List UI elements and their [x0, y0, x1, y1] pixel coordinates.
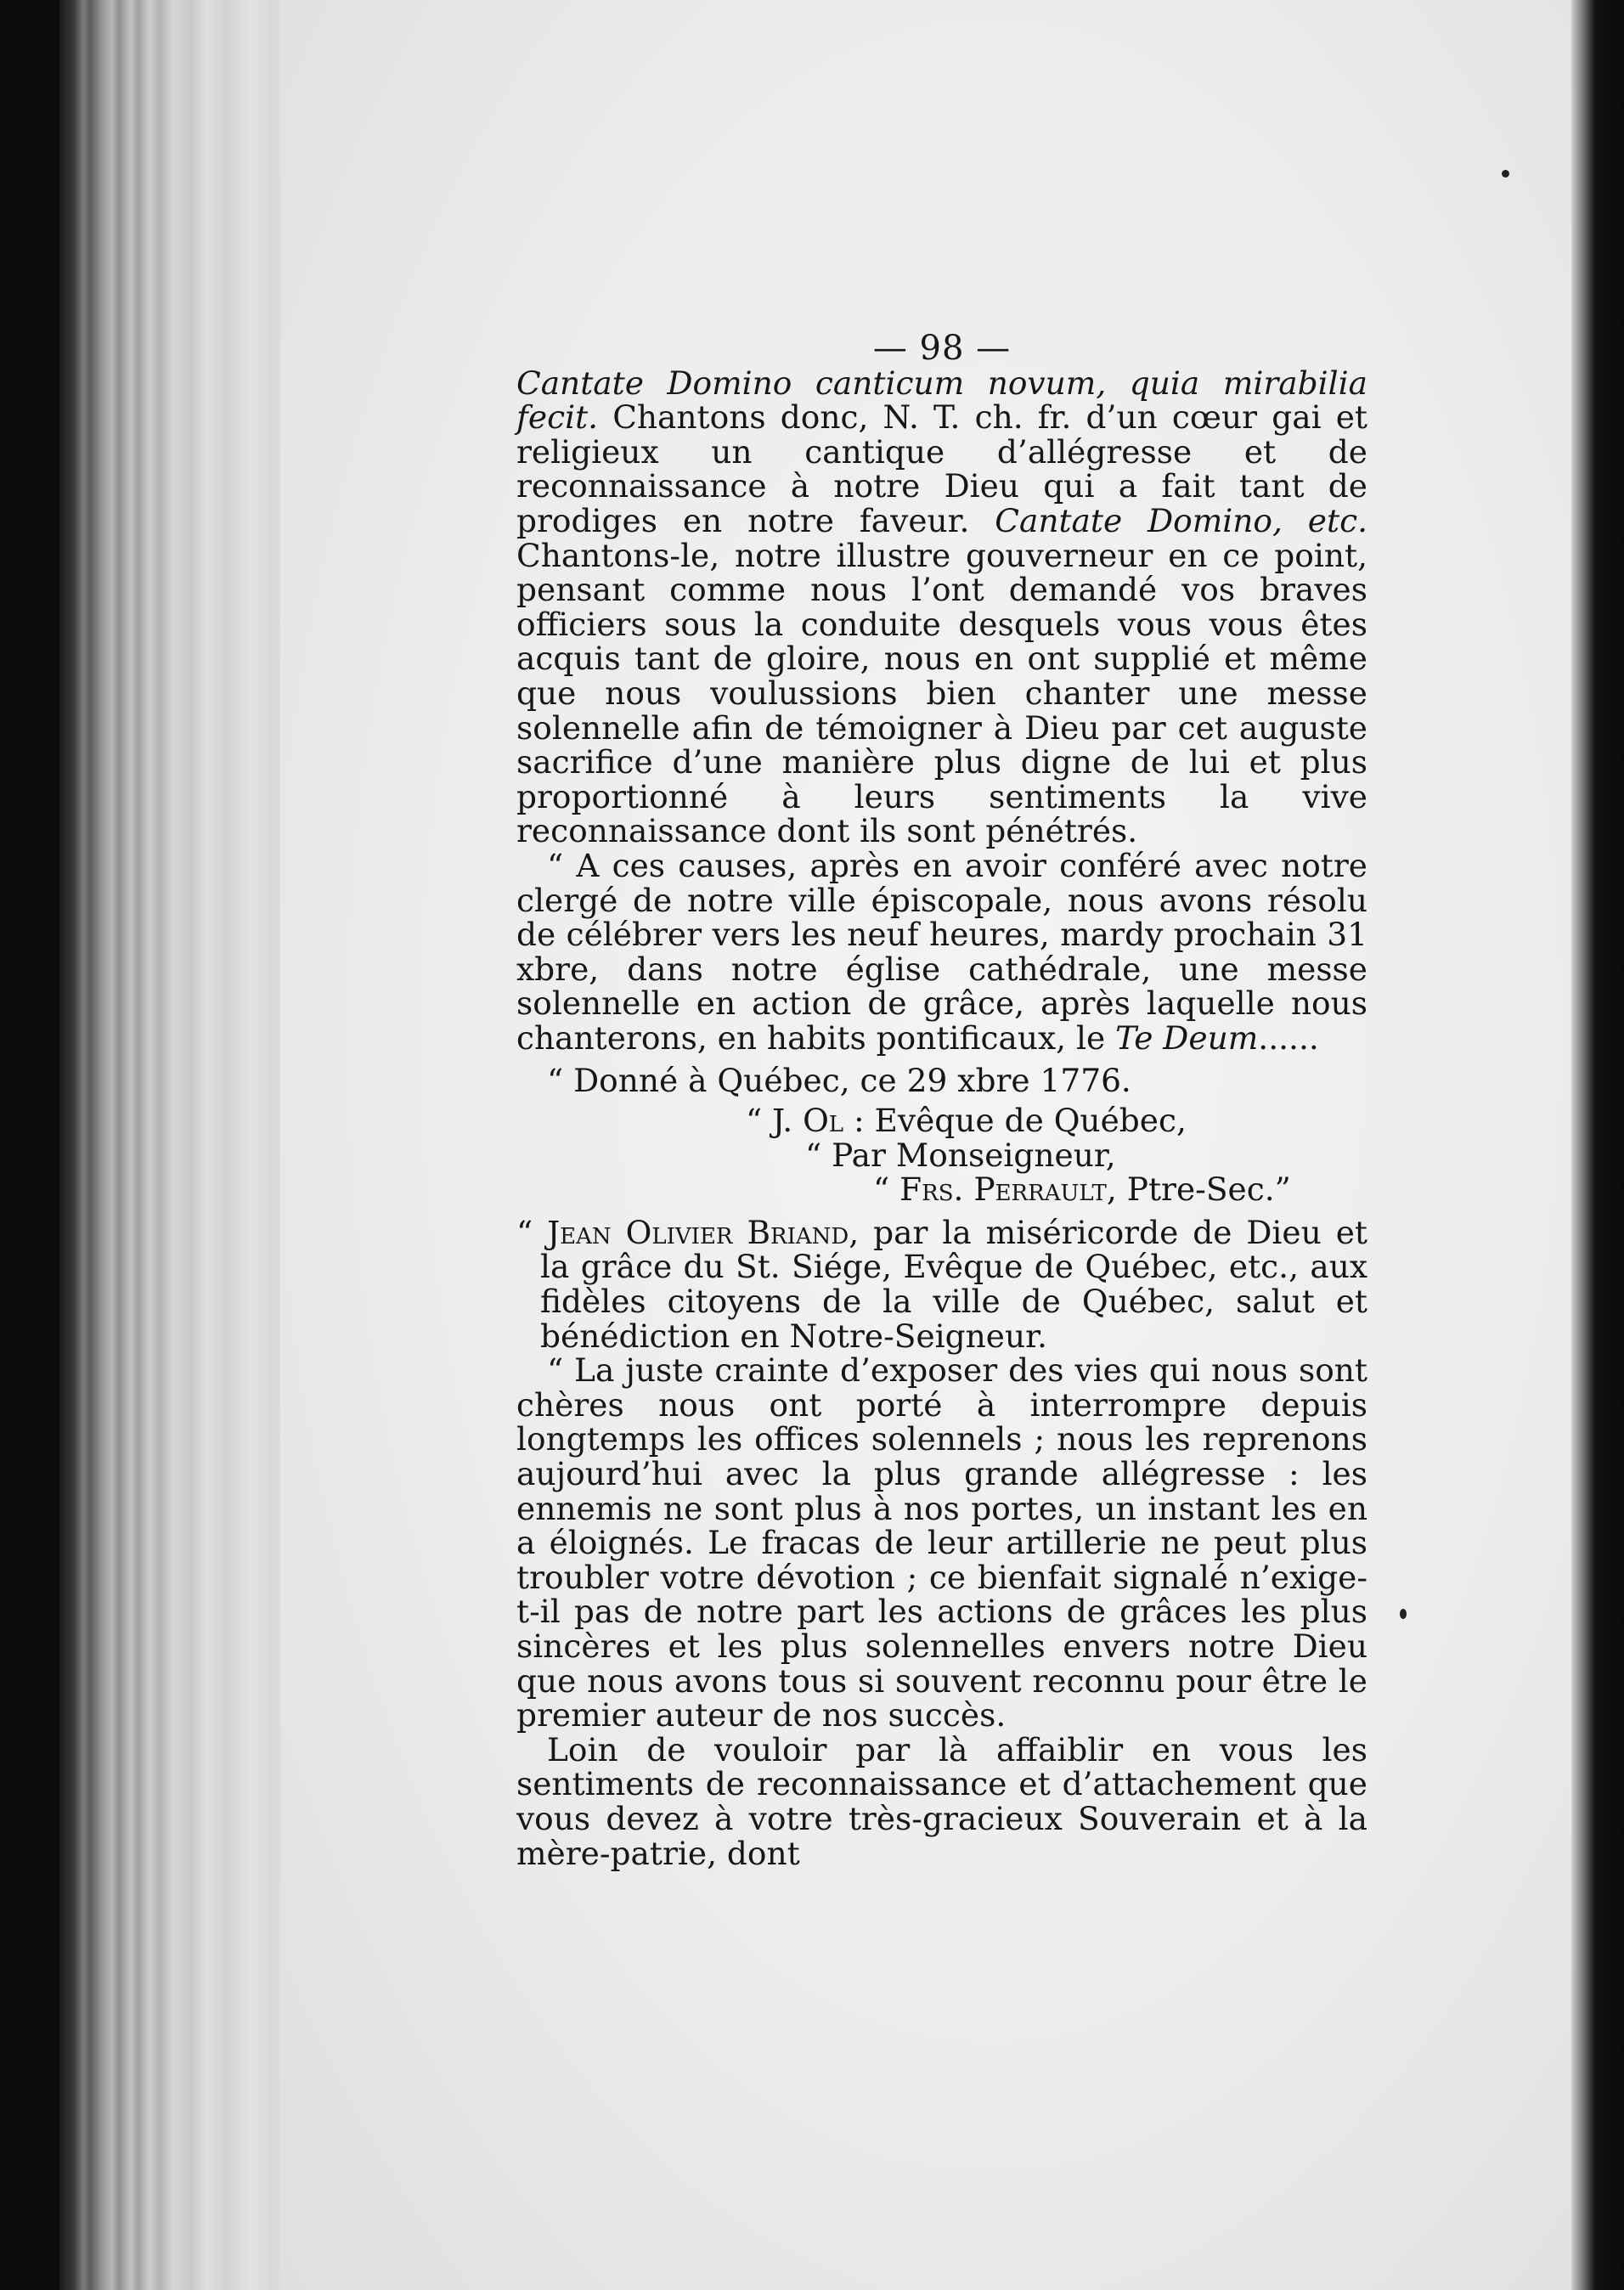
signature-bishop: “ J. Ol : Evêque de Québec, [746, 1102, 1187, 1140]
latin-verse: Cantate Domino canticum novum, quia mirabilia fecit. [516, 364, 1367, 437]
page-text [516, 331, 1367, 1870]
page-number: — 98 — [872, 329, 1012, 368]
paragraph-2: “ A ces causes, après en avoir conféré avec notre clergé de notre ville épiscopale, nous avons résolu de célébrer vers les neuf heures, mardy prochain 31 xbre, dans notre église cathédrale, une messe solennelle en action de grâce, après laquelle nous chanterons, en habits pontificaux, le Te Deum...... [516, 846, 1367, 1057]
signature-secretary: “ Frs. Perrault, Ptre-Sec.” [873, 1170, 1291, 1209]
page-stack-edge [59, 0, 297, 2290]
right-page-edge [1571, 0, 1624, 2290]
dated-line: “ Donné à Québec, ce 29 xbre 1776. [547, 1062, 1131, 1100]
paragraph-4: “ La juste crainte d’exposer des vies qui nous sont chères nous ont porté à interrompre depuis longtemps les offices solennels ; nous les reprenons aujourd’hui avec la plus grande allégresse : les ennemis ne sont plus à nos portes, un instant les en a éloignés. Le fracas de leur artillerie ne peut plus troubler votre dévotion ; ce bienfait signalé n’exige-t-il pas de notre part les actions de grâces les plus sincères et les plus solennelles envers notre Dieu que nous avons tous si souvent reconnu pour être le premier auteur de nos succès. [516, 1351, 1367, 1734]
speck [1502, 170, 1509, 178]
paragraph-5: Loin de vouloir par là affaiblir en vous les sentiments de reconnaissance et d’attachement que vous devez à votre très-gracieux Souverain et à la mère-patrie, dont [516, 1730, 1367, 1872]
signature-par-monseigneur: “ Par Monseigneur, [805, 1136, 1116, 1174]
paragraph-3: “ Jean Olivier Briand, par la miséricorde de Dieu et la grâce du St. Siége, Evêque de Québec, etc., aux fidèles citoyens de la ville de Québec, salut et bénédiction en Notre-Seigneur. [516, 1213, 1367, 1355]
paragraph-1: Cantate Domino canticum novum, quia mirabilia fecit. Chantons donc, N. T. ch. fr. d’un cœur gai et religieux un cantique d’allégresse et de reconnaissance à notre Dieu qui a fait tant de prodiges en notre faveur. Cantate Domino, etc. Chantons-le, notre illustre gouverneur en ce point, pensant comme nous l’ont demandé vos braves officiers sous la conduite desquels vous vous êtes acquis tant de gloire, nous en ont supplié et même que nous voulussions bien chanter une messe solennelle afin de témoigner à Dieu par cet auguste sacrifice d’une manière plus digne de lui et plus proportionné à leurs sentiments la vive reconnaissance dont ils sont pénétrés. [516, 364, 1367, 850]
speck [1400, 1609, 1407, 1619]
